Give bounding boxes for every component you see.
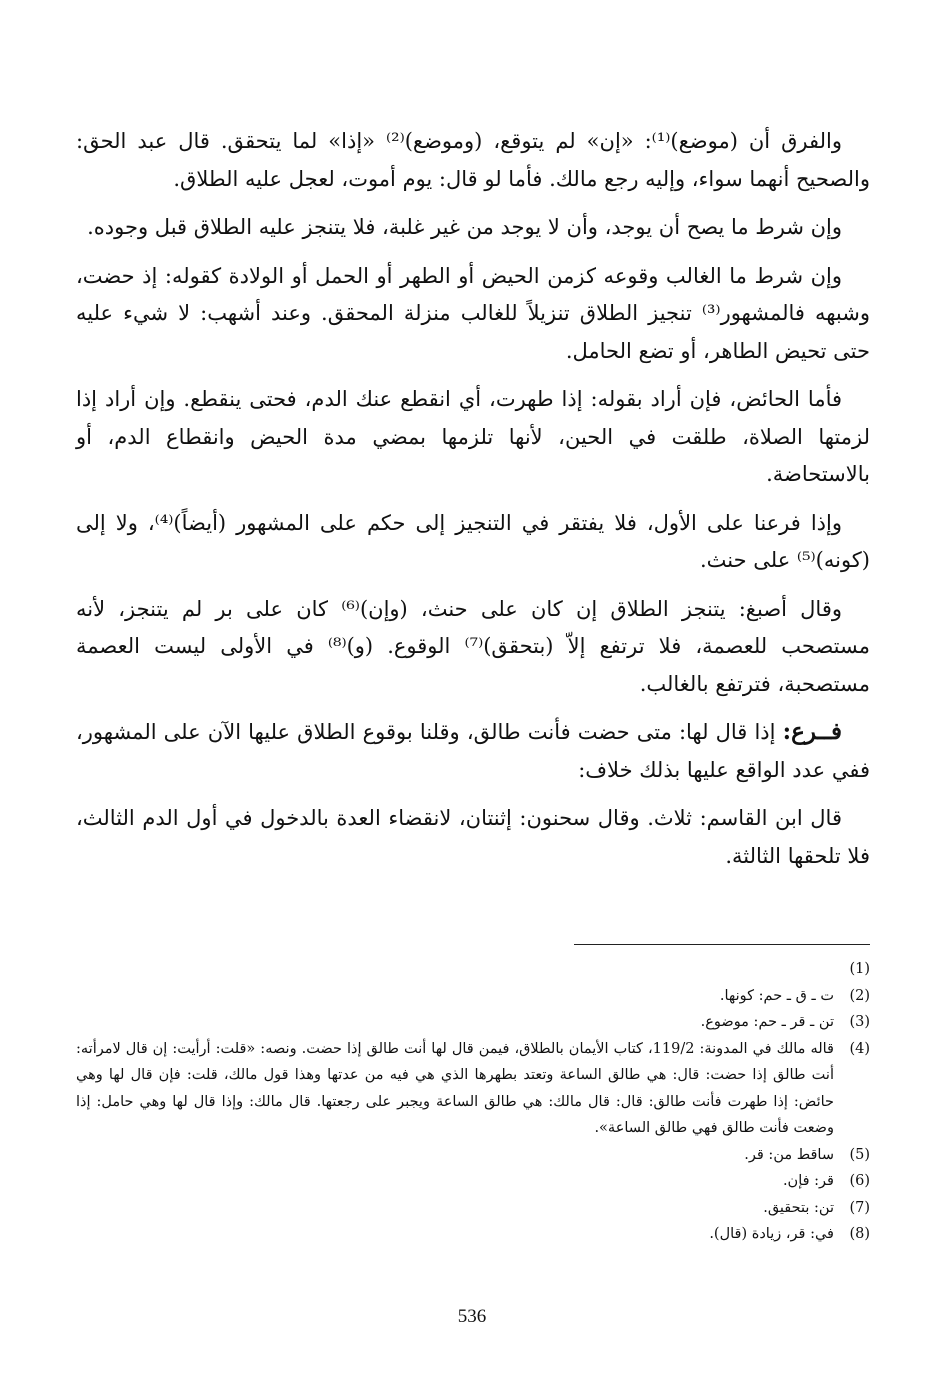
footnote-4	[76, 1036, 870, 1142]
paragraph-lead-far: فــرع:	[782, 718, 842, 745]
paragraph-7	[76, 713, 870, 789]
paragraph-3	[76, 257, 870, 371]
paragraph-2	[76, 208, 870, 247]
footnote-number: (6)	[849, 1173, 870, 1189]
footnote-number: (4)	[849, 1040, 870, 1057]
footnote-divider	[574, 944, 870, 945]
paragraph-4	[76, 380, 870, 494]
page-number: 536	[457, 1306, 487, 1327]
footnote-text: ت ـ ق ـ حم: كونها.	[719, 987, 834, 1004]
footnote-number: (1)	[849, 961, 870, 977]
footnote-number: (3)	[849, 1014, 870, 1030]
footnote-text: قر: فإن.	[782, 1173, 834, 1189]
footnote-number: (2)	[849, 987, 870, 1004]
footnote-8	[76, 1221, 870, 1248]
paragraph-text: وإن شرط ما الغالب وقوعه كزمن الحيض أو الطهر أو الحمل أو الولادة كقوله: إذ حضت، وشبهه فالمشهور⁽³⁾ تنجيز الطلاق تنزيلاً للغالب منزلة المحقق. وعند أشهب: لا شيء عليه حتى تحيض الطاهر، أو تضع الحامل.	[76, 263, 870, 363]
footnote-text: تن ـ قر ـ حم: موضوع.	[700, 1014, 834, 1030]
footnote-1	[76, 956, 870, 983]
footnote-text: قاله مالك في المدونة: 119/2، كتاب الأيمان بالطلاق، فيمن قال لها أنت طالق إذا حضت. ونصه: «قلت: أرأيت: إن قال لامرأته: أنت طالق إذا حضت: قال: هي طالق الساعة وتعتد بطهرها الذي هي فيه من عدتها وهذا قول مالك، قلت: فإن قال لها وهي حائض: إذا طهرت فأنت طالق: قال: قال مالك: هي طالق الساعة ويجبر على رجعتها. قال مالك: وإذا قال لها وهي حامل: إذا وضعت فأنت طالق فهي طالق الساعة».	[76, 1040, 834, 1136]
paragraph-8	[76, 799, 870, 875]
paragraph-text: قال ابن القاسم: ثلاث. وقال سحنون: إثنتان، لانقضاء العدة بالدخول في أول الدم الثالث، فلا تلحقها الثالثة.	[76, 806, 870, 868]
footnote-2	[76, 983, 870, 1010]
paragraph-6	[76, 590, 870, 704]
footnote-text: في: قر، زيادة (قال).	[709, 1226, 834, 1242]
paragraph-text: والفرق أن (موضع)⁽¹⁾: «إن» لم يتوقع، (وموضع)⁽²⁾ «إذا» لما يتحقق. قال عبد الحق: والصحيح أنهما سواء، وإليه رجع مالك. فأما لو قال: يوم أموت، لعجل عليه الطلاق.	[76, 129, 870, 191]
footnote-3	[76, 1009, 870, 1036]
main-text	[76, 122, 870, 885]
footnote-5	[76, 1142, 870, 1169]
footnote-7	[76, 1195, 870, 1222]
footnote-text: تن: بتحقيق.	[763, 1199, 834, 1216]
footnote-number: (8)	[849, 1226, 870, 1242]
footnote-number: (5)	[849, 1146, 870, 1163]
footnote-text: ساقط من: قر.	[744, 1146, 834, 1163]
paragraph-text: إذا قال لها: متى حضت فأنت طالق، وقلنا بوقوع الطلاق عليها الآن على المشهور، ففي عدد الواقع عليها بذلك خلاف:	[76, 720, 870, 782]
paragraph-5	[76, 504, 870, 580]
footnotes	[76, 956, 870, 1248]
paragraph-text: وقال أصبغ: يتنجز الطلاق إن كان على حنث، (وإن)⁽⁶⁾ كان على بر لم يتنجز، لأنه مستصحب للعصمة، فلا ترتفع إلاّ (بتحقق)⁽⁷⁾ الوقوع. (و)⁽⁸⁾ في الأولى ليست العصمة مستصحبة، فترتفع بالغالب.	[76, 596, 871, 696]
footnote-6	[76, 1168, 870, 1195]
footnote-number: (7)	[849, 1199, 870, 1216]
paragraph-text: وإن شرط ما يصح أن يوجد، وأن لا يوجد من غير غلبة، فلا يتنجز عليه الطلاق قبل وجوده.	[87, 215, 842, 239]
paragraph-text: وإذا فرعنا على الأول، فلا يفتقر في التنجيز إلى حكم على المشهور (أيضاً)⁽⁴⁾، ولا إلى (كونه)⁽⁵⁾ على حنث.	[76, 510, 870, 572]
paragraph-1	[76, 122, 870, 198]
paragraph-text: فأما الحائض، فإن أراد بقوله: إذا طهرت، أي انقطع عنك الدم، فحتى ينقطع. وإن أراد إذا لزمتها الصلاة، طلقت في الحين، لأنها تلزمها بمضي مدة الحيض وانقطاع الدم، أو بالاستحاضة.	[76, 387, 870, 486]
